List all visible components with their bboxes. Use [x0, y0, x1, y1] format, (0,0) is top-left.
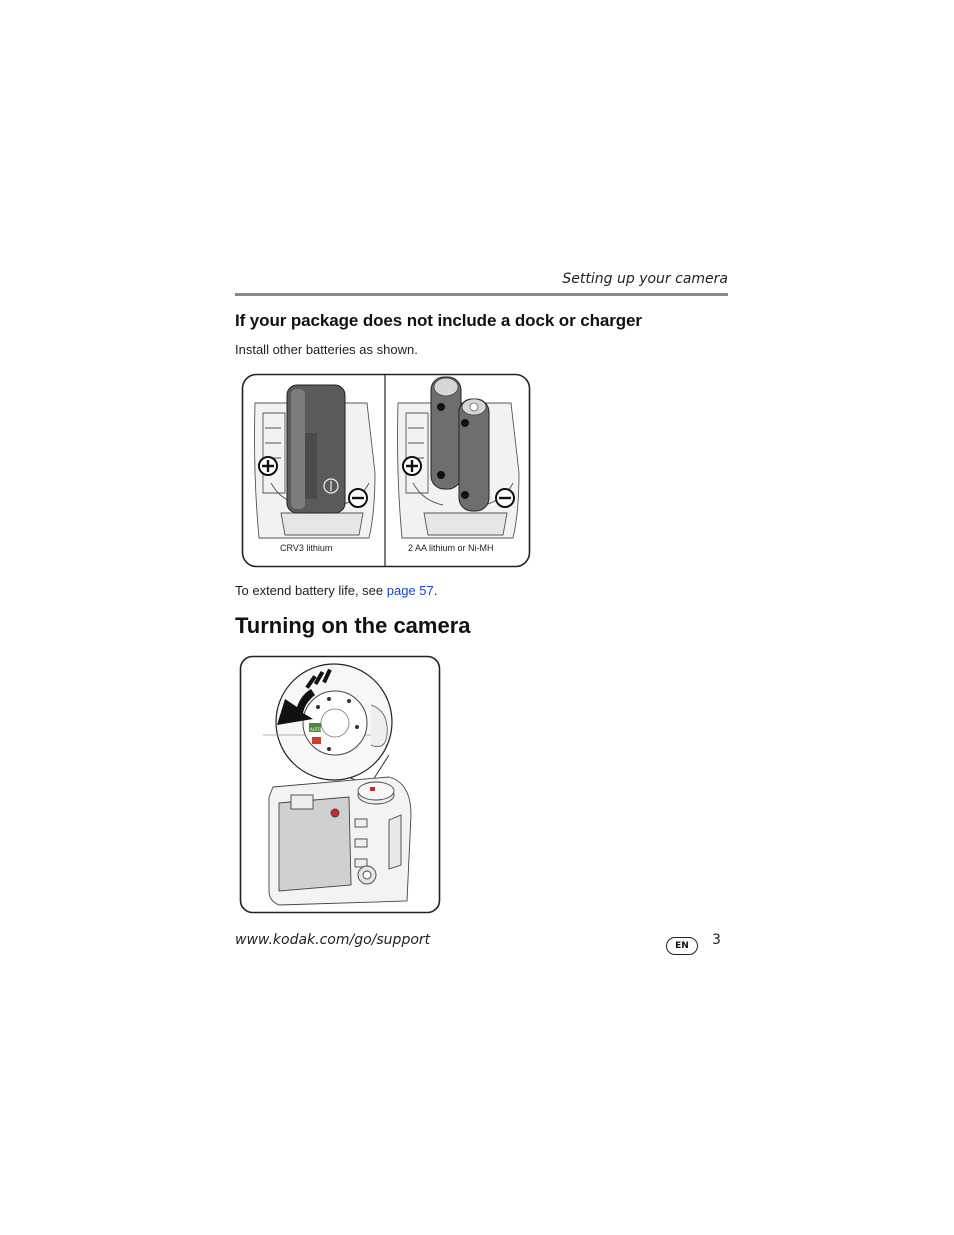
right-figure-caption: 2 AA lithium or Ni-MH: [408, 543, 494, 553]
support-url[interactable]: www.kodak.com/go/support: [235, 932, 431, 948]
page-number: 3: [712, 932, 721, 948]
page-57-link[interactable]: page 57: [386, 583, 434, 598]
left-figure-caption: CRV3 lithium: [280, 543, 333, 553]
negative-terminal-icon: [349, 489, 367, 507]
crv3-battery: [287, 385, 345, 513]
battery-note-prefix: To extend battery life, see: [235, 583, 387, 598]
section-heading: If your package does not include a dock or charger: [235, 311, 642, 330]
positive-terminal-icon: [259, 457, 277, 475]
aa-battery-2: [459, 399, 489, 511]
battery-installation-figure: [241, 373, 531, 568]
battery-note-suffix: .: [433, 583, 438, 598]
positive-terminal-icon: [403, 457, 421, 475]
negative-terminal-icon: [496, 489, 514, 507]
header-rule: [235, 293, 728, 296]
aa-battery-1: [431, 377, 461, 489]
auto-mode-label: AUTO: [310, 727, 322, 732]
running-header: Setting up your camera: [562, 271, 728, 287]
camera-body: [269, 777, 411, 905]
turning-on-title: Turning on the camera: [235, 613, 471, 638]
battery-life-note: [235, 583, 437, 598]
camera-power-figure: [239, 655, 441, 915]
instruction-text: Install other batteries as shown.: [235, 342, 418, 357]
language-badge: EN: [666, 937, 698, 955]
